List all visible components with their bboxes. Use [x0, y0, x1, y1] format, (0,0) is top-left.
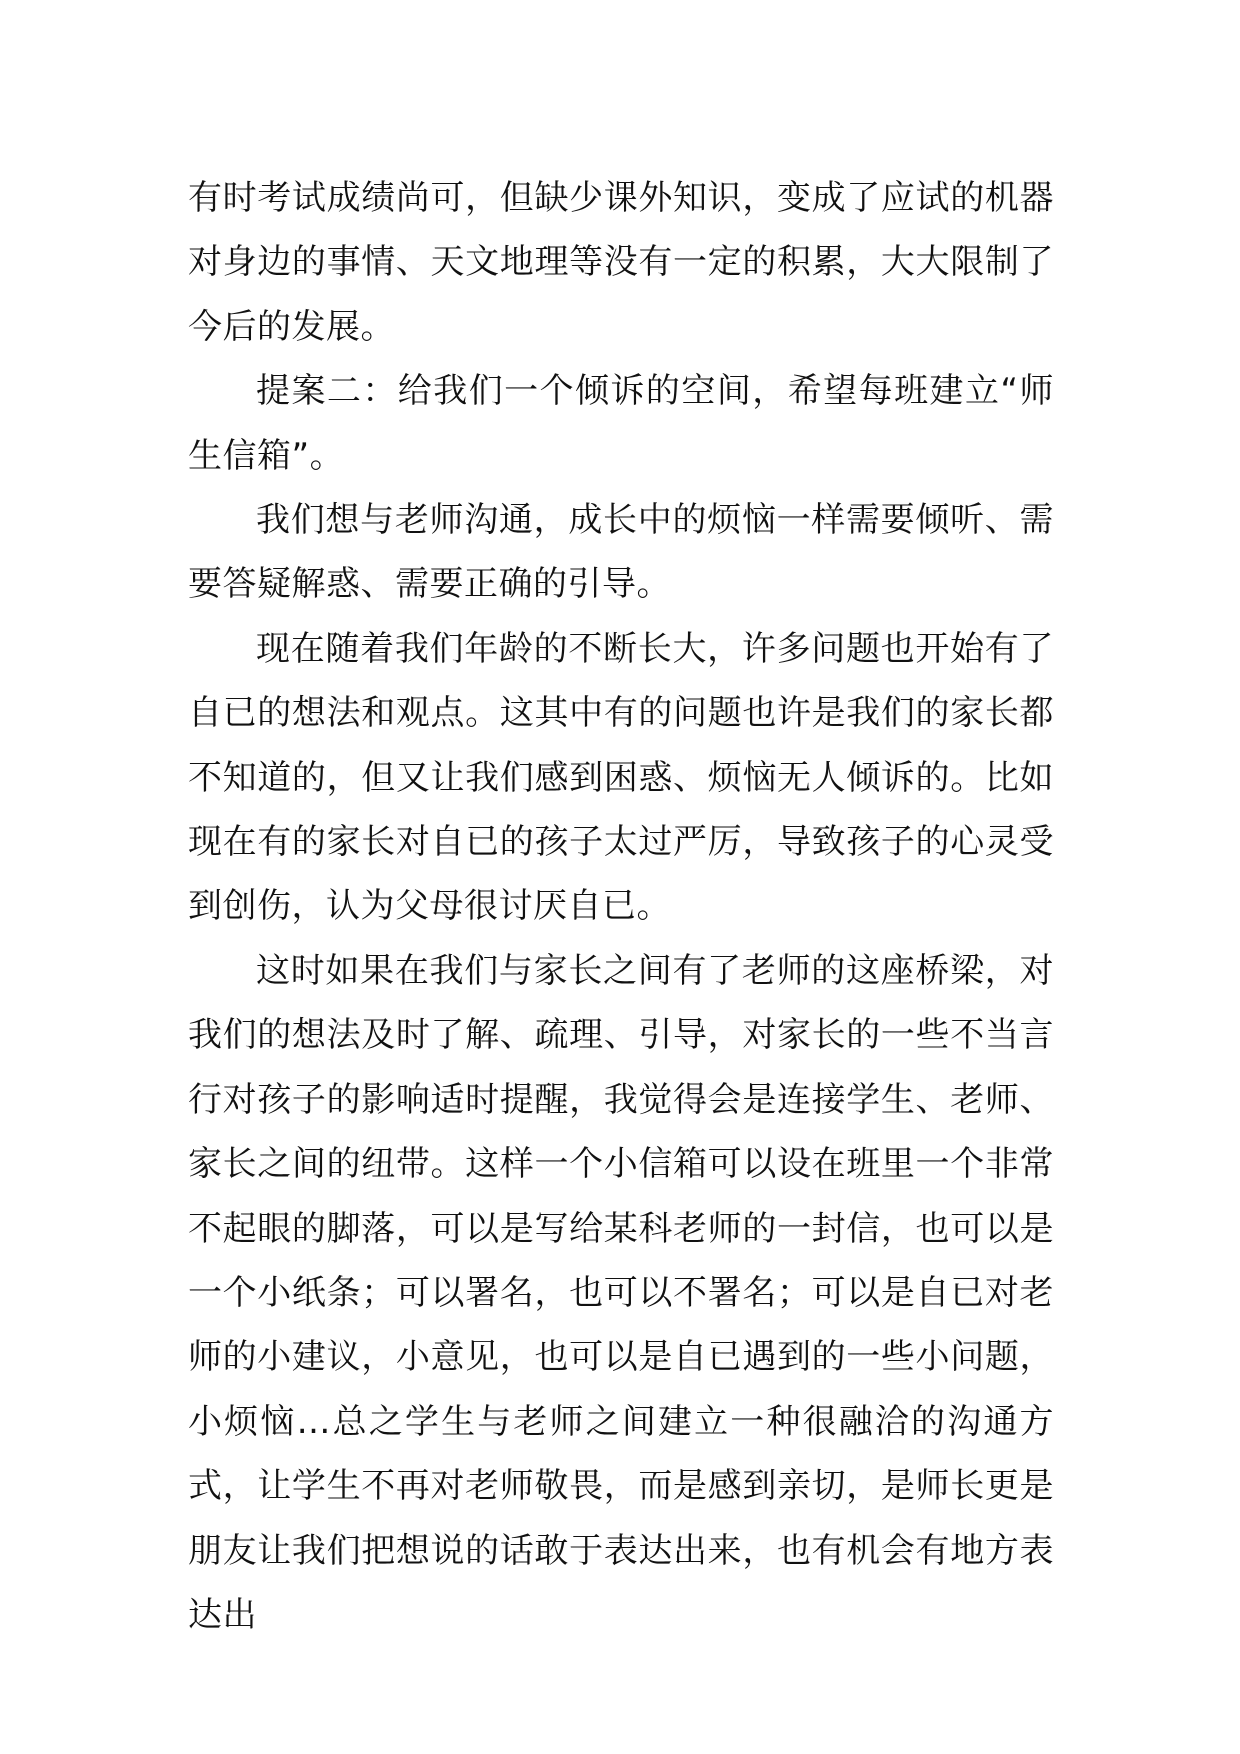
- paragraph-5: 这时如果在我们与家长之间有了老师的这座桥梁，对我们的想法及时了解、疏理、引导，对家长的一些不当言行对孩子的影响适时提醒，我觉得会是连接学生、老师、家长之间的纽带。这样一个小信箱可以设在班里一个非常不起眼的脚落，可以是写给某科老师的一封信，也可以是一个小纸条；可以署名，也可以不署名；可以是自已对老师的小建议，小意见，也可以是自已遇到的一些小问题，小烦恼…总之学生与老师之间建立一种很融洽的沟通方式，让学生不再对老师敬畏，而是感到亲切，是师长更是朋友让我们把想说的话敢于表达出来，也有机会有地方表达出: [188, 950, 1054, 1635]
- document-body: [188, 166, 1054, 1647]
- paragraph-2: 提案二：给我们一个倾诉的空间，希望每班建立“师生信箱”。: [188, 371, 1054, 476]
- paragraph-1: 有时考试成绩尚可，但缺少课外知识，变成了应试的机器对身边的事情、天文地理等没有一定的积累，大大限制了今后的发展。: [188, 178, 1054, 347]
- paragraph-4: 现在随着我们年龄的不断长大，许多问题也开始有了自已的想法和观点。这其中有的问题也许是我们的家长都不知道的，但又让我们感到困惑、烦恼无人倾诉的。比如现在有的家长对自已的孩子太过严厉，导致孩子的心灵受到创伤，认为父母很讨厌自已。: [188, 628, 1054, 927]
- paragraph-3: 我们想与老师沟通，成长中的烦恼一样需要倾听、需要答疑解惑、需要正确的引导。: [188, 500, 1054, 605]
